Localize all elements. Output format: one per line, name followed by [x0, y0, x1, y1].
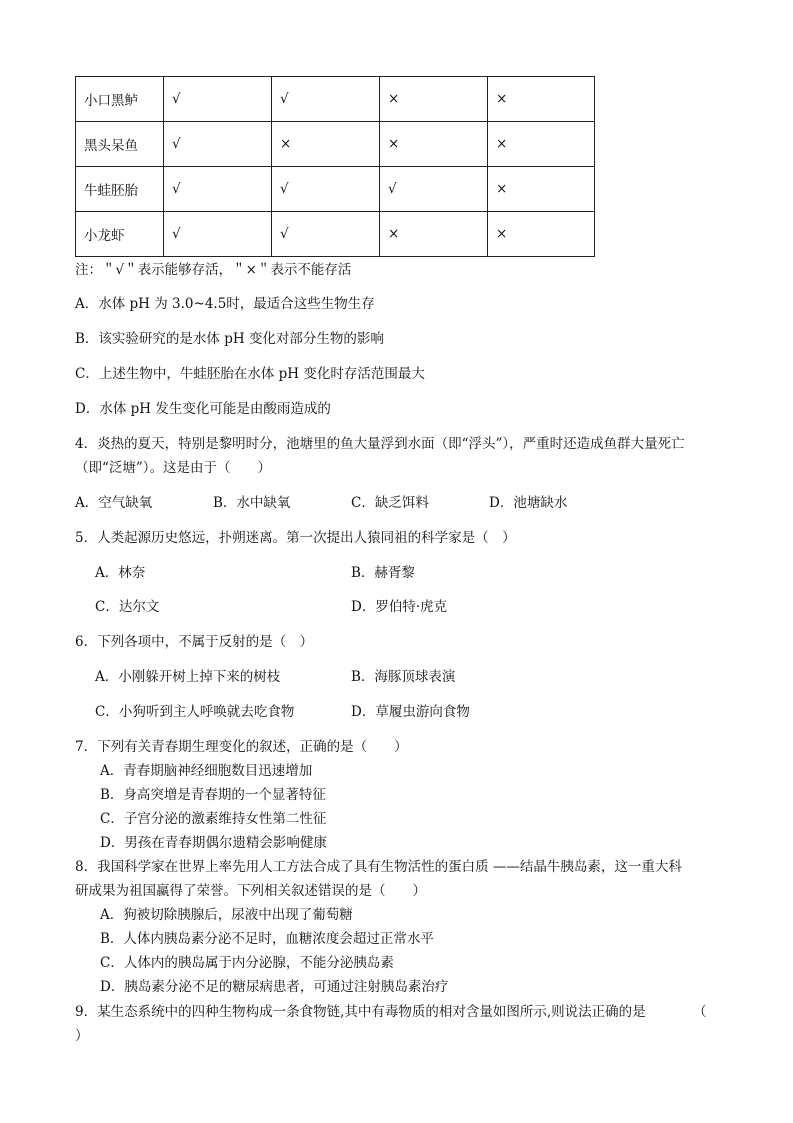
q8-stem-line1: 8．我国科学家在世界上率先用人工方法合成了具有生物活性的蛋白质 ——结晶牛胰岛素，这一重大科	[75, 859, 682, 875]
table-cell: ×	[488, 122, 595, 167]
q7-stem: 7．下列有关青春期生理变化的叙述，正确的是（ ）	[75, 739, 408, 755]
q6-stem: 6．下列各项中，不属于反射的是（ ）	[75, 634, 314, 650]
table-cell: ×	[380, 122, 488, 167]
table-cell: 小龙虾	[76, 212, 164, 257]
q7-option-b: B．身高突增是青春期的一个显著特征	[100, 787, 326, 803]
table-cell: √	[380, 167, 488, 212]
q4-option-d: D．池塘缺水	[489, 495, 568, 511]
table-cell: ×	[488, 77, 595, 122]
q8-option-d: D．胰岛素分泌不足的糖尿病患者，可通过注射胰岛素治疗	[100, 979, 449, 995]
table-cell: √	[164, 167, 272, 212]
table-note: 注：＂√＂表示能够存活，＂×＂表示不能存活	[75, 262, 352, 278]
q9-stem-line1: 9．某生态系统中的四种生物构成一条食物链,其中有毒物质的相对含量如图所示,则说法正确的是	[75, 1004, 646, 1020]
q8-stem-line2: 研成果为祖国赢得了荣誉。下列相关叙述错误的是（ ）	[75, 883, 426, 899]
q7-option-d: D．男孩在青春期偶尔遗精会影响健康	[100, 835, 327, 851]
table-cell: ×	[488, 167, 595, 212]
q5-stem: 5．人类起源历史悠远，扑朔迷离。第一次提出人猿同祖的科学家是（ ）	[75, 530, 516, 546]
q5-option-d: D．罗伯特·虎克	[351, 599, 448, 615]
q8-option-a: A．狗被切除胰腺后，尿液中出现了葡萄糖	[100, 907, 353, 923]
q7-option-a: A．青春期脑神经细胞数目迅速增加	[100, 763, 313, 779]
q4-option-b: B．水中缺氧	[213, 495, 291, 511]
table-cell: √	[272, 167, 380, 212]
q3-option-b: B．该实验研究的是水体 pH 变化对部分生物的影响	[75, 331, 384, 347]
table-cell: ×	[380, 77, 488, 122]
q6-option-d: D．草履虫游向食物	[351, 704, 470, 720]
table-cell: ×	[488, 212, 595, 257]
table-cell: 牛蛙胚胎	[76, 167, 164, 212]
q6-option-b: B．海豚顶球表演	[351, 669, 456, 685]
table-cell: ×	[272, 122, 380, 167]
table-cell: 小口黑鲈	[76, 77, 164, 122]
survival-table	[75, 76, 595, 257]
q3-option-d: D．水体 pH 发生变化可能是由酸雨造成的	[75, 401, 331, 417]
table-cell: √	[272, 77, 380, 122]
q5-option-a: A．林奈	[95, 565, 146, 581]
table-row	[76, 167, 595, 212]
q9-stem-line2: ）	[75, 1028, 89, 1044]
q4-stem-line2: （即“泛塘”）。这是由于（ ）	[75, 460, 272, 476]
table-row	[76, 122, 595, 167]
q4-option-c: C．缺乏饵料	[351, 495, 429, 511]
table-row	[76, 77, 595, 122]
q5-option-b: B．赫胥黎	[351, 565, 415, 581]
table-cell: √	[272, 212, 380, 257]
q7-option-c: C．子宫分泌的激素维持女性第二性征	[100, 811, 327, 827]
q4-stem-line1: 4．炎热的夏天，特别是黎明时分，池塘里的鱼大量浮到水面（即“浮头”），严重时还造成鱼群大量死亡	[75, 436, 685, 452]
table-cell: √	[164, 212, 272, 257]
table-cell: ×	[380, 212, 488, 257]
q4-option-a: A．空气缺氧	[75, 495, 153, 511]
table-cell: 黑头呆鱼	[76, 122, 164, 167]
table-cell: √	[164, 122, 272, 167]
q6-option-c: C．小狗听到主人呼唤就去吃食物	[95, 704, 295, 720]
q5-option-c: C．达尔文	[95, 599, 160, 615]
q6-option-a: A．小刚躲开树上掉下来的树枝	[95, 669, 281, 685]
table-row	[76, 212, 595, 257]
q9-answer-paren-open: （	[693, 1004, 707, 1020]
table-cell: √	[164, 77, 272, 122]
q8-option-b: B．人体内胰岛素分泌不足时，血糖浓度会超过正常水平	[100, 931, 434, 947]
q8-option-c: C．人体内的胰岛属于内分泌腺，不能分泌胰岛素	[100, 955, 394, 971]
q3-option-c: C．上述生物中，牛蛙胚胎在水体 pH 变化时存活范围最大	[75, 366, 425, 382]
q3-option-a: A．水体 pH 为 3.0~4.5时，最适合这些生物生存	[75, 296, 375, 312]
